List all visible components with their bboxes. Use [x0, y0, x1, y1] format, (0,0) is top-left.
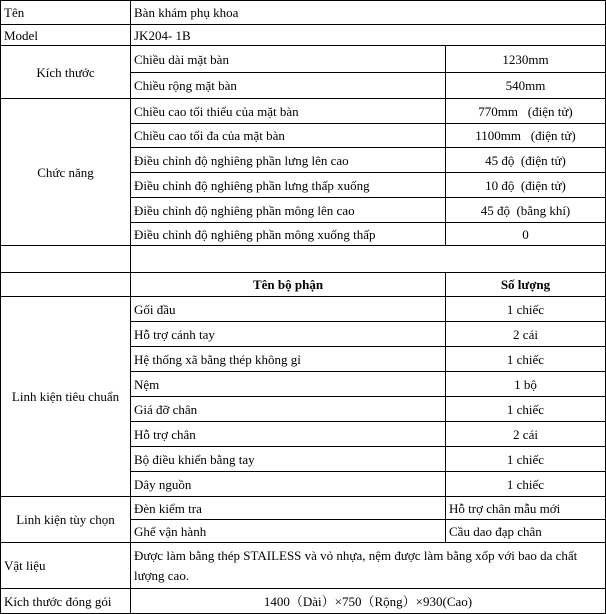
function-note: (điện tử): [520, 177, 566, 193]
function-amount: 1100mm: [475, 128, 522, 143]
row-material: [1, 543, 606, 589]
function-note: (điện tử): [520, 152, 566, 168]
parts-header-name: Tên bộ phận: [131, 273, 446, 297]
dimension-value: 540mm: [446, 73, 606, 99]
optional-part-left: Ghế vận hành: [131, 520, 446, 543]
function-amount: 45 độ: [480, 202, 510, 218]
row-spacer: [1, 246, 606, 273]
material-label: Vật liệu: [1, 543, 131, 589]
part-name: Hỗ trợ cánh tay: [131, 322, 446, 347]
function-note: (điện tử): [530, 128, 576, 143]
function-amount: 0: [522, 226, 529, 242]
optional-parts-label: Linh kiện tùy chọn: [1, 497, 131, 543]
function-name: Điều chỉnh độ nghiêng phần lưng lên cao: [131, 148, 446, 173]
row-name: [1, 1, 606, 25]
part-quantity: 1 chiếc: [446, 472, 606, 497]
part-quantity: 2 cái: [446, 422, 606, 447]
dimensions-label: Kích thước: [1, 46, 131, 99]
package-value: 1400（Dài）×750（Rộng）×930(Cao): [131, 589, 606, 614]
function-note: (bằng khí): [516, 202, 571, 218]
dimension-name: Chiều rộng mặt bàn: [131, 73, 446, 99]
part-name: Dây nguồn: [131, 472, 446, 497]
function-value: [446, 124, 606, 148]
standard-parts-label: Linh kiện tiêu chuẩn: [1, 297, 131, 497]
function-amount: 10 độ: [485, 177, 515, 193]
optional-part-right: Cầu dao đạp chân: [446, 520, 606, 543]
optional-part-right: Hỗ trợ chân mẫu mới: [446, 497, 606, 520]
function-name: Điều chỉnh độ nghiêng phần mông lên cao: [131, 198, 446, 223]
spacer-cell: [131, 246, 606, 273]
parts-header-blank: [1, 273, 131, 297]
part-quantity: 1 bộ: [446, 372, 606, 397]
package-label: Kích thước đóng gói: [1, 589, 131, 614]
parts-header-quantity: Số lượng: [446, 273, 606, 297]
function-value: [446, 198, 606, 223]
part-name: Hệ thống xã bằng thép không gỉ: [131, 347, 446, 372]
function-name: Chiều cao tối đa của mặt bàn: [131, 124, 446, 148]
functions-label: Chức năng: [1, 99, 131, 246]
row-package: [1, 589, 606, 614]
function-value: [446, 148, 606, 173]
row-standard-part: [1, 297, 606, 322]
function-note: (điện tử): [527, 103, 573, 119]
function-value: [446, 173, 606, 198]
part-quantity: 1 chiếc: [446, 347, 606, 372]
part-name: Giá đỡ chân: [131, 397, 446, 422]
part-name: Hỗ trợ chân: [131, 422, 446, 447]
name-label: Tên: [1, 1, 131, 25]
part-quantity: 2 cái: [446, 322, 606, 347]
function-name: Điều chỉnh độ nghiêng phần mông xuống thấp: [131, 223, 446, 246]
part-quantity: 1 chiếc: [446, 297, 606, 322]
model-label: Model: [1, 25, 131, 46]
row-model: [1, 25, 606, 46]
part-quantity: 1 chiếc: [446, 447, 606, 472]
row-optional-part: [1, 497, 606, 520]
part-quantity: 1 chiếc: [446, 397, 606, 422]
function-amount: 45 độ: [485, 152, 515, 168]
function-value: [446, 223, 606, 246]
spacer-cell: [1, 246, 131, 273]
dimension-value: 1230mm: [446, 46, 606, 73]
name-value: Bàn khám phụ khoa: [131, 1, 606, 25]
model-value: JK204- 1B: [131, 25, 606, 46]
function-name: Chiều cao tối thiểu của mặt bàn: [131, 99, 446, 124]
part-name: Nệm: [131, 372, 446, 397]
row-parts-header: [1, 273, 606, 297]
dimension-name: Chiều dài mặt bàn: [131, 46, 446, 73]
row-function: [1, 99, 606, 124]
material-value: Được làm bằng thép STAILESS và vỏ nhựa, nệm được làm bằng xốp với bao da chất lượng cao.: [131, 543, 606, 589]
function-name: Điều chỉnh độ nghiêng phần lưng thấp xuống: [131, 173, 446, 198]
part-name: Bộ điều khiển bằng tay: [131, 447, 446, 472]
function-value: [446, 99, 606, 124]
part-name: Gối đầu: [131, 297, 446, 322]
function-amount: 770mm: [478, 103, 519, 119]
optional-part-left: Đèn kiểm tra: [131, 497, 446, 520]
row-dimension: [1, 46, 606, 73]
